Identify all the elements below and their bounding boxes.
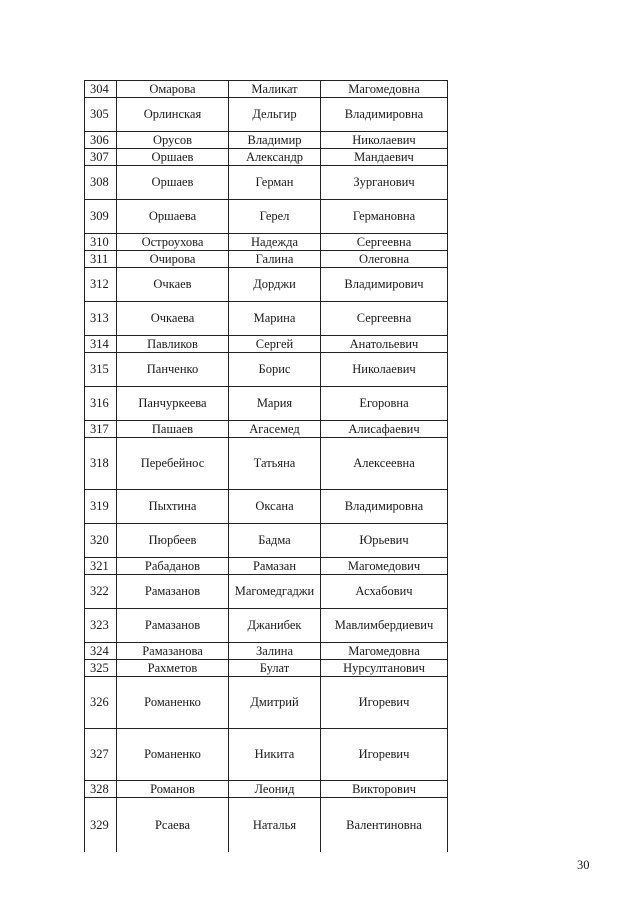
surname-cell: Романенко <box>117 677 229 729</box>
table-row <box>85 490 448 524</box>
patronymic-cell: Олеговна <box>321 251 448 268</box>
row-number-cell: 313 <box>85 302 117 336</box>
name-cell: Булат <box>229 660 321 677</box>
table-row <box>85 302 448 336</box>
surname-cell: Очкаева <box>117 302 229 336</box>
row-number-cell: 317 <box>85 421 117 438</box>
patronymic-cell: Алексеевна <box>321 438 448 490</box>
row-number-cell: 328 <box>85 781 117 798</box>
table-row <box>85 643 448 660</box>
name-cell: Рамазан <box>229 558 321 575</box>
patronymic-cell: Валентиновна <box>321 798 448 852</box>
row-number-cell: 306 <box>85 132 117 149</box>
name-cell: Дмитрий <box>229 677 321 729</box>
patronymic-cell: Магомедовна <box>321 643 448 660</box>
table-row <box>85 729 448 781</box>
patronymic-cell: Асхабович <box>321 575 448 609</box>
name-cell: Сергей <box>229 336 321 353</box>
table-row <box>85 387 448 421</box>
name-cell: Никита <box>229 729 321 781</box>
name-cell: Залина <box>229 643 321 660</box>
surname-cell: Остроухова <box>117 234 229 251</box>
name-cell: Дорджи <box>229 268 321 302</box>
page-number: 30 <box>577 858 590 872</box>
row-number-cell: 319 <box>85 490 117 524</box>
name-cell: Владимир <box>229 132 321 149</box>
row-number-cell: 315 <box>85 353 117 387</box>
patronymic-cell: Алисафаевич <box>321 421 448 438</box>
surname-cell: Очкаев <box>117 268 229 302</box>
table-row <box>85 524 448 558</box>
surname-cell: Пюрбеев <box>117 524 229 558</box>
row-number-cell: 324 <box>85 643 117 660</box>
surname-cell: Романенко <box>117 729 229 781</box>
patronymic-cell: Владимирович <box>321 268 448 302</box>
table-row <box>85 234 448 251</box>
name-cell: Агасемед <box>229 421 321 438</box>
table-row <box>85 81 448 98</box>
patronymic-cell: Сергеевна <box>321 234 448 251</box>
row-number-cell: 329 <box>85 798 117 852</box>
row-number-cell: 321 <box>85 558 117 575</box>
row-number-cell: 312 <box>85 268 117 302</box>
row-number-cell: 320 <box>85 524 117 558</box>
patronymic-cell: Игоревич <box>321 729 448 781</box>
table-row <box>85 132 448 149</box>
row-number-cell: 323 <box>85 609 117 643</box>
table-row <box>85 660 448 677</box>
table-row <box>85 781 448 798</box>
patronymic-cell: Магомедовна <box>321 81 448 98</box>
table-row <box>85 98 448 132</box>
person-table-body <box>85 81 448 852</box>
patronymic-cell: Мандаевич <box>321 149 448 166</box>
name-cell: Наталья <box>229 798 321 852</box>
patronymic-cell: Германовна <box>321 200 448 234</box>
name-cell: Дельгир <box>229 98 321 132</box>
row-number-cell: 318 <box>85 438 117 490</box>
name-cell: Марина <box>229 302 321 336</box>
row-number-cell: 327 <box>85 729 117 781</box>
patronymic-cell: Мавлимбердиевич <box>321 609 448 643</box>
patronymic-cell: Николаевич <box>321 132 448 149</box>
row-number-cell: 314 <box>85 336 117 353</box>
patronymic-cell: Зурганович <box>321 166 448 200</box>
table-row <box>85 558 448 575</box>
name-cell: Александр <box>229 149 321 166</box>
surname-cell: Оршаев <box>117 166 229 200</box>
row-number-cell: 307 <box>85 149 117 166</box>
name-cell: Борис <box>229 353 321 387</box>
patronymic-cell: Сергеевна <box>321 302 448 336</box>
table-row <box>85 251 448 268</box>
table-row <box>85 353 448 387</box>
row-number-cell: 305 <box>85 98 117 132</box>
patronymic-cell: Юрьевич <box>321 524 448 558</box>
name-cell: Джанибек <box>229 609 321 643</box>
row-number-cell: 311 <box>85 251 117 268</box>
surname-cell: Оршаев <box>117 149 229 166</box>
row-number-cell: 325 <box>85 660 117 677</box>
name-cell: Герман <box>229 166 321 200</box>
row-number-cell: 308 <box>85 166 117 200</box>
surname-cell: Рабаданов <box>117 558 229 575</box>
name-cell: Надежда <box>229 234 321 251</box>
surname-cell: Панчуркеева <box>117 387 229 421</box>
surname-cell: Очирова <box>117 251 229 268</box>
name-cell: Маликат <box>229 81 321 98</box>
surname-cell: Орусов <box>117 132 229 149</box>
table-row <box>85 336 448 353</box>
name-cell: Леонид <box>229 781 321 798</box>
surname-cell: Павликов <box>117 336 229 353</box>
name-cell: Оксана <box>229 490 321 524</box>
surname-cell: Рсаева <box>117 798 229 852</box>
patronymic-cell: Владимировна <box>321 490 448 524</box>
name-cell: Магомедгаджи <box>229 575 321 609</box>
name-cell: Галина <box>229 251 321 268</box>
patronymic-cell: Викторович <box>321 781 448 798</box>
surname-cell: Пыхтина <box>117 490 229 524</box>
surname-cell: Романов <box>117 781 229 798</box>
patronymic-cell: Нурсултанович <box>321 660 448 677</box>
table-row <box>85 609 448 643</box>
name-cell: Татьяна <box>229 438 321 490</box>
patronymic-cell: Николаевич <box>321 353 448 387</box>
patronymic-cell: Игоревич <box>321 677 448 729</box>
name-cell: Мария <box>229 387 321 421</box>
surname-cell: Рамазанова <box>117 643 229 660</box>
table-row <box>85 421 448 438</box>
table-row <box>85 438 448 490</box>
row-number-cell: 310 <box>85 234 117 251</box>
patronymic-cell: Владимировна <box>321 98 448 132</box>
table-row <box>85 798 448 852</box>
table-row <box>85 200 448 234</box>
patronymic-cell: Магомедович <box>321 558 448 575</box>
person-table <box>84 80 448 852</box>
patronymic-cell: Егоровна <box>321 387 448 421</box>
surname-cell: Омарова <box>117 81 229 98</box>
surname-cell: Рахметов <box>117 660 229 677</box>
name-cell: Бадма <box>229 524 321 558</box>
row-number-cell: 326 <box>85 677 117 729</box>
surname-cell: Орлинская <box>117 98 229 132</box>
row-number-cell: 309 <box>85 200 117 234</box>
surname-cell: Оршаева <box>117 200 229 234</box>
surname-cell: Панченко <box>117 353 229 387</box>
table-row <box>85 166 448 200</box>
table-row <box>85 677 448 729</box>
row-number-cell: 316 <box>85 387 117 421</box>
surname-cell: Перебейнос <box>117 438 229 490</box>
surname-cell: Пашаев <box>117 421 229 438</box>
surname-cell: Рамазанов <box>117 609 229 643</box>
row-number-cell: 304 <box>85 81 117 98</box>
table-row <box>85 575 448 609</box>
row-number-cell: 322 <box>85 575 117 609</box>
name-cell: Герел <box>229 200 321 234</box>
table-row <box>85 268 448 302</box>
patronymic-cell: Анатольевич <box>321 336 448 353</box>
table-row <box>85 149 448 166</box>
surname-cell: Рамазанов <box>117 575 229 609</box>
